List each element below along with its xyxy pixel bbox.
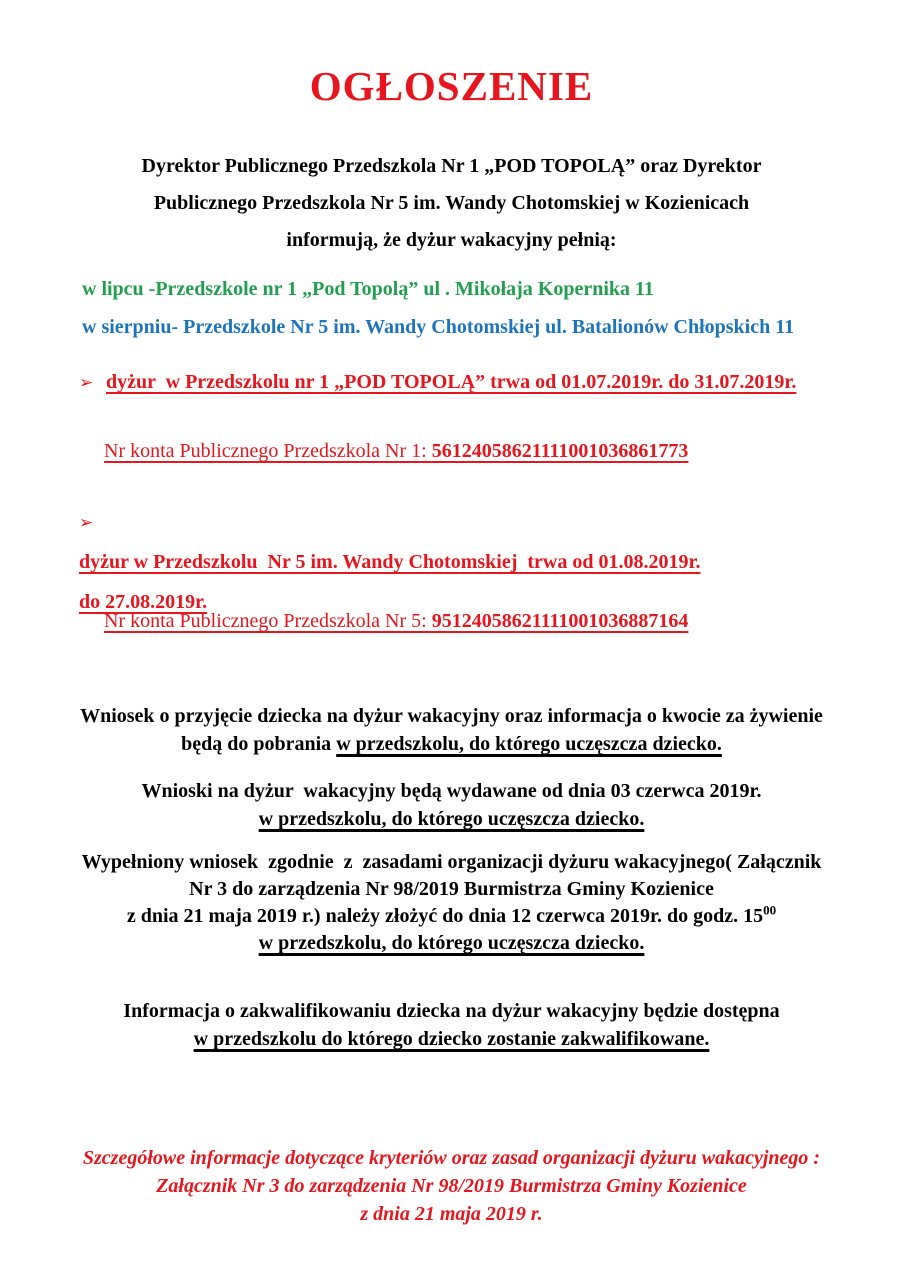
bullet-item-duty-nr5: [79, 502, 701, 622]
para4-line-1: Informacja o zakwalifikowaniu dziecka na dyżur wakacyjny będzie dostępna: [123, 1000, 780, 1022]
bullet2-line-2: do 27.08.2019r.: [79, 591, 208, 613]
paragraph-submission-deadline: [0, 849, 903, 957]
july-duty-line: w lipcu -Przedszkole nr 1 „Pod Topolą” ul . Mikołaja Kopernika 11: [82, 278, 654, 300]
bullet1-text: dyżur w Przedszkolu nr 1 „POD TOPOLĄ” trwa od 01.07.2019r. do 31.07.2019r.: [106, 371, 797, 393]
intro-paragraph: [0, 148, 903, 259]
footer-line-1: Szczegółowe informacje dotyczące kryteriów oraz zasad organizacji dyżuru wakacyjnego :: [82, 1147, 821, 1169]
intro-line-3: informują, że dyżur wakacyjny pełnią:: [286, 229, 617, 251]
footer-line-2: Załącznik Nr 3 do zarządzenia Nr 98/2019 Burmistrza Gminy Kozienice: [156, 1175, 747, 1197]
bullet2-line-1: dyżur w Przedszkolu Nr 5 im. Wandy Chotomskiej trwa od 01.08.2019r.: [79, 551, 701, 573]
para3-line-4: w przedszkolu, do którego uczęszcza dziecko.: [258, 932, 645, 954]
august-duty-line: w sierpniu- Przedszkole Nr 5 im. Wandy Chotomskiej ul. Batalionów Chłopskich 11: [82, 316, 795, 338]
account1-underline-wrap: [104, 440, 688, 462]
account2-number: 95124058621111001036887164: [431, 610, 689, 632]
intro-line-1: Dyrektor Publicznego Przedszkola Nr 1 „POD TOPOLĄ” oraz Dyrektor: [141, 155, 762, 177]
para1-line-2: będą do pobrania w przedszkolu, do którego uczęszcza dziecko.: [181, 733, 722, 755]
superscript-hour: 00: [763, 902, 777, 918]
paragraph-application-info: [0, 702, 903, 758]
account-line-nr1: [104, 438, 688, 464]
account2-label: Nr konta Publicznego Przedszkola Nr 5:: [104, 610, 432, 632]
footer-line-3: z dnia 21 maja 2019 r.: [360, 1203, 543, 1225]
para4-line-2: w przedszkolu do którego dziecko zostanie zakwalifikowane.: [193, 1028, 710, 1050]
para2-line-2: w przedszkolu, do którego uczęszcza dziecko.: [258, 808, 645, 830]
para3-line-1: Wypełniony wniosek zgodnie z zasadami organizacji dyżuru wakacyjnego( Załącznik: [81, 851, 822, 873]
paragraph-qualification-info: [0, 997, 903, 1053]
arrow-bullet-icon: ➢: [79, 373, 94, 393]
account-line-nr5: [104, 608, 688, 634]
footer-details-note: [0, 1144, 903, 1228]
bullet-item-duty-nr1: [79, 369, 796, 395]
para1-line-1: Wniosek o przyjęcie dziecka na dyżur wakacyjny oraz informacja o kwocie za żywienie: [80, 705, 823, 727]
arrow-bullet-icon: ➢: [79, 513, 94, 533]
document-title: OGŁOSZENIE: [309, 63, 594, 109]
account1-number: 56124058621111001036861773: [431, 440, 689, 462]
paragraph-forms-issue: [0, 777, 903, 833]
account2-underline-wrap: [104, 610, 688, 632]
para3-line-2: Nr 3 do zarządzenia Nr 98/2019 Burmistrza Gminy Kozienice: [189, 878, 714, 900]
bullet1-text-wrap: [106, 371, 796, 393]
para3-line-3: z dnia 21 maja 2019 r.) należy złożyć do dnia 12 czerwca 2019r. do godz. $15^{00}$: [126, 902, 777, 927]
account1-label: Nr konta Publicznego Przedszkola Nr 1:: [104, 440, 432, 462]
para2-line-1: Wnioski na dyżur wakacyjny będą wydawane od dnia 03 czerwca 2019r.: [141, 780, 762, 802]
intro-line-2: Publicznego Przedszkola Nr 5 im. Wandy Chotomskiej w Kozienicach: [153, 192, 750, 214]
